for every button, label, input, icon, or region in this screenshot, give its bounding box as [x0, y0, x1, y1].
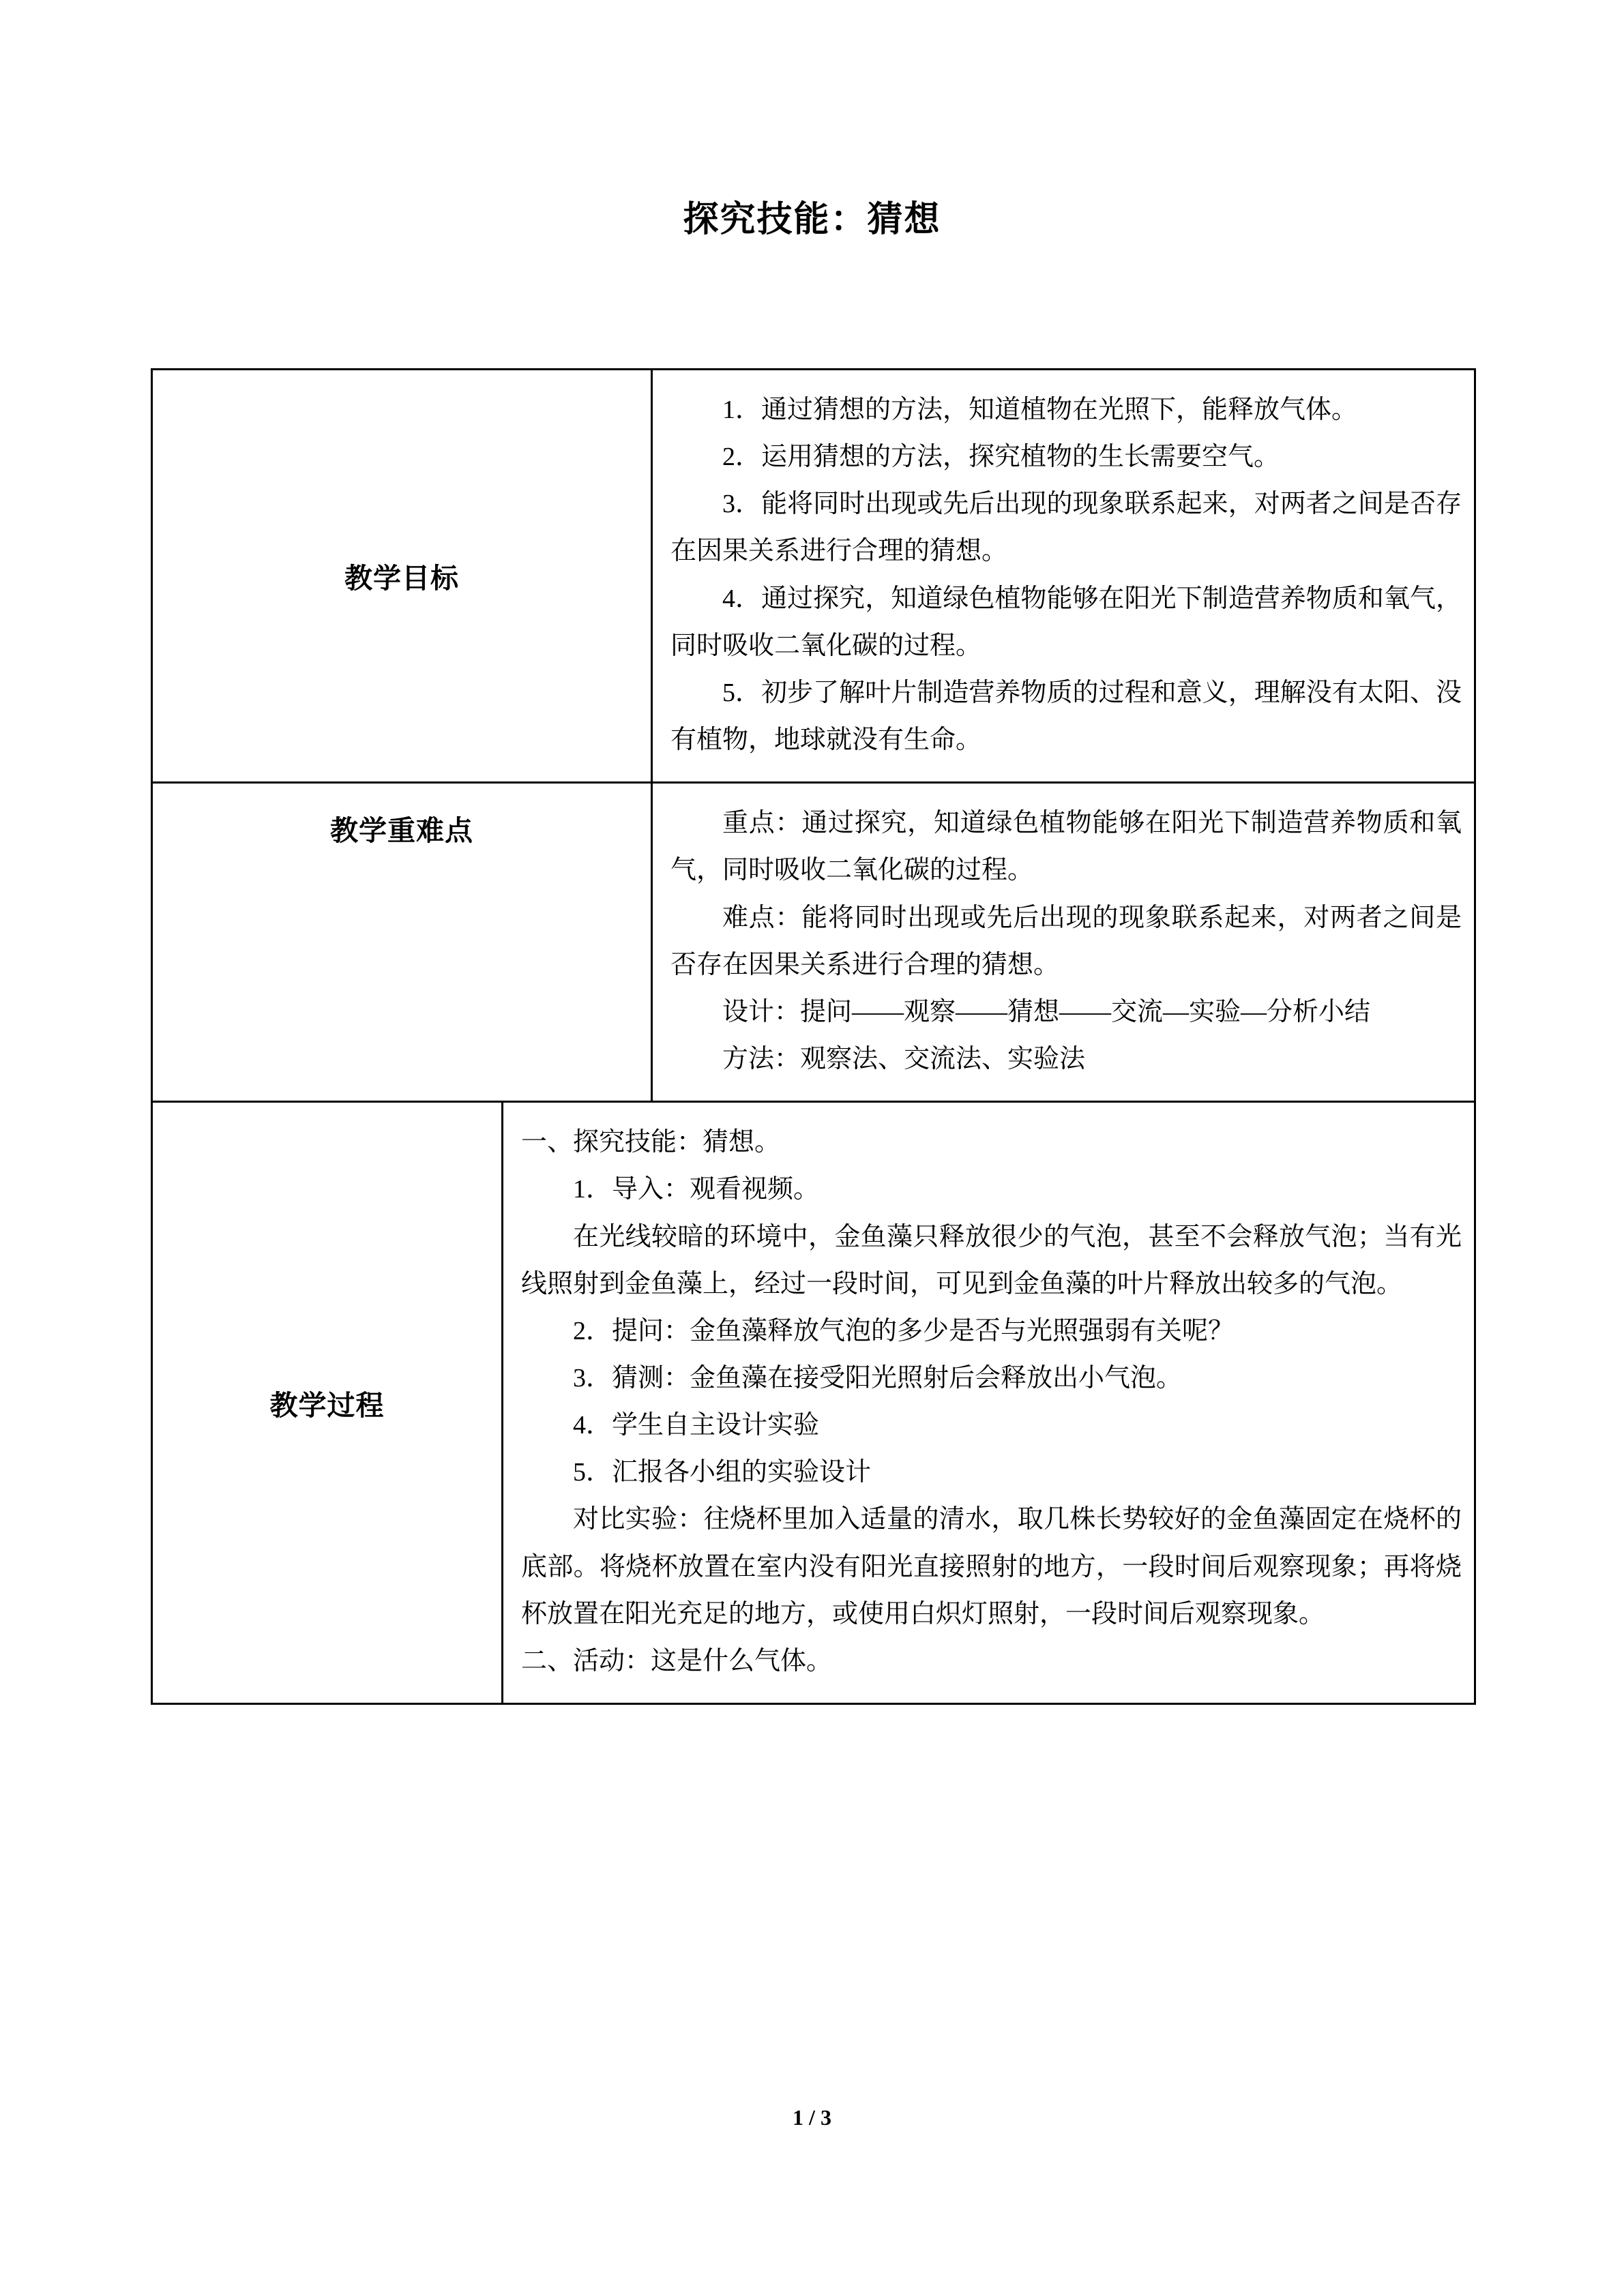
process-step: 1．导入：观看视频。: [573, 1175, 820, 1204]
process-paragraph: 在光线较暗的环境中，金鱼藻只释放很少的气泡，甚至不会释放气泡；当有光线照射到金鱼藻上，经过一段时间，可见到金鱼藻的叶片释放出较多的气泡。: [521, 1222, 1462, 1298]
row-content-key-difficult-points: [652, 783, 1475, 1102]
row-content-teaching-process: [503, 1102, 1475, 1704]
process-step: 3．猜测：金鱼藻在接受阳光照射后会释放出小气泡。: [573, 1363, 1183, 1392]
table-row: [152, 783, 1475, 1102]
objective-item: 1．通过猜想的方法，知道植物在光照下，能释放气体。: [722, 396, 1358, 424]
objective-item: 2．运用猜想的方法，探究植物的生长需要空气。: [722, 443, 1280, 472]
page-number: 1 / 3: [793, 2105, 831, 2130]
design-paragraph: 设计：提问——观察——猜想——交流—实验—分析小结: [722, 997, 1371, 1026]
method-paragraph: 方法：观察法、交流法、实验法: [722, 1045, 1086, 1074]
process-paragraph: 对比实验：往烧杯里加入适量的清水，取几株长势较好的金鱼藻固定在烧杯的底部。将烧杯放置在室内没有阳光直接照射的地方，一段时间后观察现象；再将烧杯放置在阳光充足的地方，或使用白炽灯照射，一段时间后观察现象。: [521, 1505, 1462, 1628]
row-label-teaching-objectives: 教学目标: [152, 370, 652, 783]
process-heading-two: 二、活动：这是什么气体。: [521, 1646, 833, 1675]
objective-item: 3．能将同时出现或先后出现的现象联系起来，对两者之间是否存在因果关系进行合理的猜想。: [670, 490, 1462, 566]
process-step: 5．汇报各小组的实验设计: [573, 1458, 872, 1487]
difficult-point-paragraph: 难点：能将同时出现或先后出现的现象联系起来，对两者之间是否存在因果关系进行合理的猜想。: [670, 903, 1462, 979]
key-point-paragraph: 重点：通过探究，知道绿色植物能够在阳光下制造营养物质和氧气，同时吸收二氧化碳的过程。: [670, 809, 1462, 885]
process-step: 2．提问：金鱼藻释放气泡的多少是否与光照强弱有关呢？: [573, 1316, 1235, 1345]
row-content-teaching-objectives: [652, 370, 1475, 783]
page-title: 探究技能：猜想: [683, 200, 941, 239]
process-step: 4．学生自主设计实验: [573, 1411, 820, 1440]
objective-item: 4．通过探究，知道绿色植物能够在阳光下制造营养物质和氧气，同时吸收二氧化碳的过程。: [670, 584, 1462, 660]
row-label-teaching-process: 教学过程: [152, 1102, 503, 1704]
process-heading-one: 一、探究技能：猜想。: [521, 1128, 781, 1157]
table-row: [152, 370, 1475, 783]
lesson-plan-table: [151, 368, 1476, 1705]
objective-item: 5．初步了解叶片制造营养物质的过程和意义，理解没有太阳、没有植物，地球就没有生命。: [670, 678, 1462, 755]
row-label-key-difficult-points: 教学重难点: [152, 783, 652, 1102]
table-row: [152, 1102, 1475, 1704]
